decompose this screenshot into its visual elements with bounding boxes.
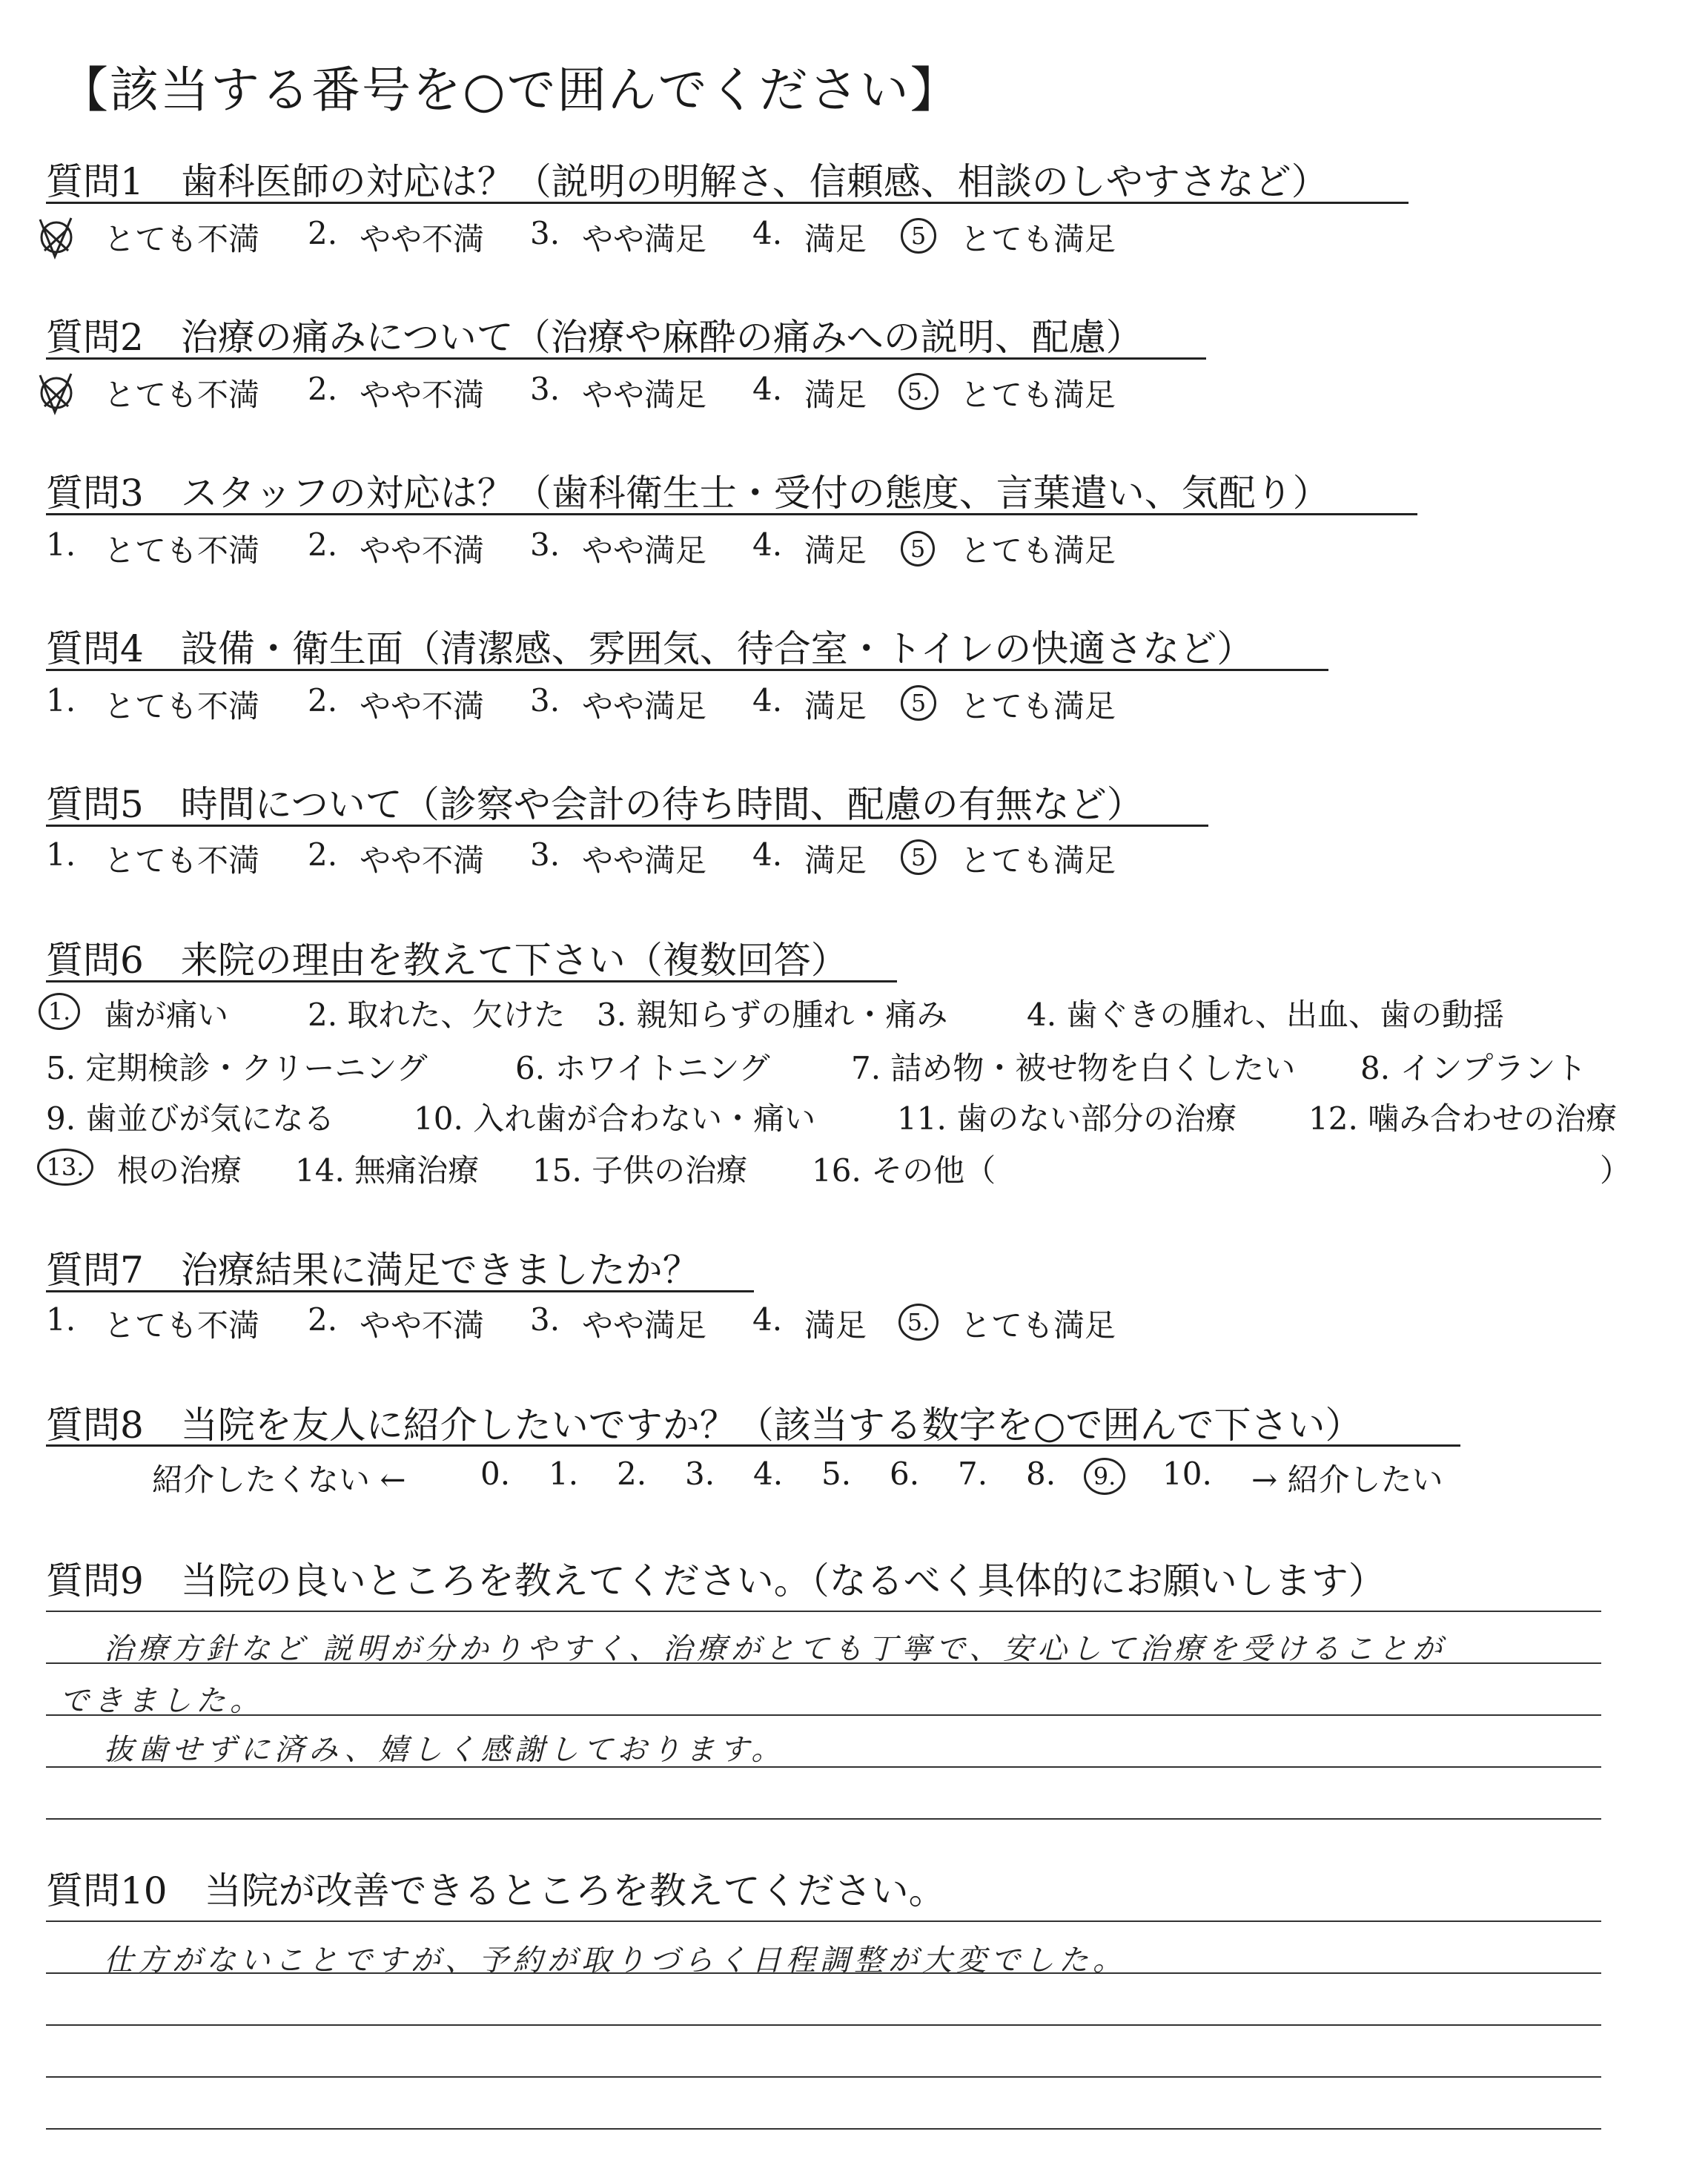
q10-answer-line bbox=[46, 1920, 1601, 1922]
q5-option-3-text: やや満足 bbox=[582, 842, 707, 879]
q6-option-15: 15. 子供の治療 bbox=[532, 1152, 748, 1189]
q7-option-4-num: 4. bbox=[752, 1301, 783, 1338]
question-2-underline bbox=[46, 357, 1206, 360]
q1-option-2-num: 2. bbox=[308, 215, 338, 251]
q6-option-12: 12. 噛み合わせの治療 bbox=[1308, 1100, 1618, 1137]
q5-option-5-circled[interactable]: 5 bbox=[901, 839, 936, 875]
q5-option-1-num: 1. bbox=[46, 836, 76, 873]
q8-scale-9-circled[interactable]: 9. bbox=[1084, 1458, 1125, 1495]
q6-option-1-text: 歯が痛い bbox=[104, 997, 229, 1033]
q4-option-1-text: とても不満 bbox=[104, 688, 260, 724]
q6-option-11: 11. 歯のない部分の治療 bbox=[897, 1100, 1237, 1137]
q7-option-5-circled[interactable]: 5. bbox=[898, 1304, 939, 1341]
q8-scale-6: 6. bbox=[890, 1456, 920, 1492]
q9-answer-line bbox=[46, 1714, 1601, 1716]
q3-option-1-text: とても不満 bbox=[104, 532, 260, 569]
q1-option-3-text: やや満足 bbox=[582, 221, 707, 257]
q10-answer-line bbox=[46, 1972, 1601, 1974]
question-6-underline bbox=[46, 980, 897, 982]
question-8-label: 質問8 当院を友人に紹介したいですか？（該当する数字を○で囲んで下さい） bbox=[46, 1404, 1363, 1447]
q2-option-5-text: とても満足 bbox=[960, 377, 1116, 413]
q4-option-2-num: 2. bbox=[308, 682, 338, 719]
q7-option-3-text: やや満足 bbox=[582, 1307, 707, 1344]
q10-handwritten-answer: 仕方がないことですが、予約が取りづらく日程調整が大変でした。 bbox=[104, 1943, 1127, 1978]
q2-option-4-text: 満足 bbox=[804, 377, 867, 413]
q3-option-5-circled[interactable]: 5 bbox=[901, 531, 935, 567]
q7-option-5-text: とても満足 bbox=[960, 1307, 1116, 1344]
q6-option-14: 14. 無痛治療 bbox=[295, 1152, 480, 1189]
q4-option-1-num: 1. bbox=[46, 682, 76, 719]
q4-option-3-text: やや満足 bbox=[582, 688, 707, 724]
q6-option-13-circled[interactable]: 13. bbox=[37, 1149, 93, 1186]
question-4-label: 質問4 設備・衛生面（清潔感、雰囲気、待合室・トイレの快適さなど） bbox=[46, 627, 1254, 670]
q8-scale-0: 0. bbox=[480, 1456, 511, 1492]
q7-option-1-num: 1. bbox=[46, 1301, 76, 1338]
q8-scale-5: 5. bbox=[821, 1456, 852, 1492]
q8-scale-left-label: 紹介したくない ← bbox=[152, 1462, 406, 1498]
q2-option-2-text: やや不満 bbox=[360, 377, 485, 413]
page-title: 【該当する番号を○で囲んでください】 bbox=[59, 62, 961, 119]
q5-option-2-text: やや不満 bbox=[360, 842, 485, 879]
question-1-underline bbox=[46, 202, 1409, 204]
q3-option-2-num: 2. bbox=[308, 526, 338, 563]
question-1-label: 質問1 歯科医師の対応は？（説明の明解さ、信頼感、相談のしやすさなど） bbox=[46, 160, 1328, 203]
q10-answer-line bbox=[46, 2128, 1601, 2130]
q9-answer-line bbox=[46, 1611, 1601, 1612]
q7-option-4-text: 満足 bbox=[804, 1307, 867, 1344]
q5-option-5-text: とても満足 bbox=[960, 842, 1116, 879]
q3-option-3-num: 3. bbox=[530, 526, 560, 563]
question-5-underline bbox=[46, 825, 1208, 827]
q4-option-4-text: 満足 bbox=[804, 688, 867, 724]
q5-option-3-num: 3. bbox=[530, 836, 560, 873]
q3-option-1-num: 1. bbox=[46, 526, 76, 563]
q3-option-2-text: やや不満 bbox=[360, 532, 485, 569]
q2-option-1-text: とても不満 bbox=[104, 377, 260, 413]
question-3-underline bbox=[46, 513, 1417, 515]
q1-option-2-text: やや不満 bbox=[360, 221, 485, 257]
q4-option-5-text: とても満足 bbox=[960, 688, 1116, 724]
question-5-label: 質問5 時間について（診察や会計の待ち時間、配慮の有無など） bbox=[46, 783, 1144, 826]
q8-scale-10: 10. bbox=[1162, 1456, 1212, 1492]
q6-option-5: 5. 定期検診・クリーニング bbox=[46, 1050, 428, 1086]
q1-option-3-num: 3. bbox=[530, 215, 560, 251]
q4-option-2-text: やや不満 bbox=[360, 688, 485, 724]
q8-scale-8: 8. bbox=[1026, 1456, 1056, 1492]
q6-option-1-circled[interactable]: 1. bbox=[39, 993, 80, 1030]
question-9-label: 質問9 当院の良いところを教えてください。（なるべく具体的にお願いします） bbox=[46, 1559, 1386, 1602]
q4-option-5-circled[interactable]: 5 bbox=[901, 685, 936, 721]
q3-option-5-text: とても満足 bbox=[960, 532, 1116, 569]
q6-option-10: 10. 入れ歯が合わない・痛い bbox=[414, 1100, 816, 1137]
q9-handwritten-answer-line-2: できました。 bbox=[59, 1684, 264, 1718]
q6-option-2: 2. 取れた、欠けた bbox=[308, 997, 566, 1033]
q9-answer-line bbox=[46, 1818, 1601, 1820]
q6-option-7: 7. 詰め物・被せ物を白くしたい bbox=[851, 1050, 1296, 1086]
q8-scale-right-label: → 紹介したい bbox=[1251, 1462, 1443, 1498]
q1-option-4-text: 満足 bbox=[804, 221, 867, 257]
q6-option-8: 8. インプラント bbox=[1360, 1050, 1587, 1086]
q6-option-9: 9. 歯並びが気になる bbox=[46, 1100, 335, 1137]
question-7-label: 質問7 治療結果に満足できましたか？ bbox=[46, 1249, 700, 1292]
question-4-underline bbox=[46, 669, 1328, 671]
q1-option-1-text: とても不満 bbox=[104, 221, 260, 257]
q6-option-4: 4. 歯ぐきの腫れ、出血、歯の動揺 bbox=[1027, 997, 1504, 1033]
q6-option-3: 3. 親知らずの腫れ・痛み bbox=[597, 997, 948, 1033]
question-3-label: 質問3 スタッフの対応は？（歯科衛生士・受付の態度、言葉遣い、気配り） bbox=[46, 472, 1330, 515]
q3-option-3-text: やや満足 bbox=[582, 532, 707, 569]
q5-option-4-text: 満足 bbox=[804, 842, 867, 879]
q2-option-3-text: やや満足 bbox=[582, 377, 707, 413]
q8-scale-2: 2. bbox=[617, 1456, 647, 1492]
q10-answer-line bbox=[46, 2076, 1601, 2078]
q7-option-1-text: とても不満 bbox=[104, 1307, 260, 1344]
q1-option-5-text: とても満足 bbox=[960, 221, 1116, 257]
q1-option-5-circled[interactable]: 5 bbox=[901, 218, 936, 254]
q4-option-4-num: 4. bbox=[752, 682, 783, 719]
question-7-underline bbox=[46, 1290, 754, 1292]
q8-scale-7: 7. bbox=[958, 1456, 988, 1492]
q3-option-4-text: 満足 bbox=[804, 532, 867, 569]
q6-option-16: 16. その他（ bbox=[812, 1152, 996, 1189]
question-2-label: 質問2 治療の痛みについて（治療や麻酔の痛みへの説明、配慮） bbox=[46, 316, 1143, 359]
q8-scale-3: 3. bbox=[685, 1456, 715, 1492]
question-10-label: 質問10 当院が改善できるところを教えてください。 bbox=[46, 1869, 946, 1912]
q3-option-4-num: 4. bbox=[752, 526, 783, 563]
q7-option-2-num: 2. bbox=[308, 1301, 338, 1338]
q6-option-16-close-paren: ） bbox=[1600, 1152, 1632, 1189]
q7-option-2-text: やや不満 bbox=[360, 1307, 485, 1344]
q6-option-13-text: 根の治療 bbox=[117, 1152, 242, 1189]
q5-option-4-num: 4. bbox=[752, 836, 783, 873]
q8-scale-1: 1. bbox=[549, 1456, 579, 1492]
q9-handwritten-answer-line-1: 治療方針など 説明が分かりやすく、治療がとても丁寧で、安心して治療を受けることが bbox=[104, 1632, 1447, 1666]
q2-option-5-circled[interactable]: 5. bbox=[898, 373, 939, 410]
q6-option-6: 6. ホワイトニング bbox=[515, 1050, 770, 1086]
q5-option-2-num: 2. bbox=[308, 836, 338, 873]
q2-option-3-num: 3. bbox=[530, 371, 560, 407]
q4-option-3-num: 3. bbox=[530, 682, 560, 719]
q8-scale-4: 4. bbox=[753, 1456, 784, 1492]
q1-option-4-num: 4. bbox=[752, 215, 783, 251]
q5-option-1-text: とても不満 bbox=[104, 842, 260, 879]
q9-handwritten-answer-line-3: 抜歯せずに済み、嬉しく感謝しております。 bbox=[104, 1733, 786, 1767]
crossed-out-mark-icon bbox=[34, 214, 80, 260]
crossed-out-mark-icon bbox=[34, 369, 80, 415]
q7-option-3-num: 3. bbox=[530, 1301, 560, 1338]
q9-answer-line bbox=[46, 1662, 1601, 1664]
question-8-underline bbox=[46, 1444, 1460, 1447]
q10-answer-line bbox=[46, 2024, 1601, 2026]
question-6-label: 質問6 来院の理由を教えて下さい（複数回答） bbox=[46, 939, 848, 982]
q2-option-4-num: 4. bbox=[752, 371, 783, 407]
q2-option-2-num: 2. bbox=[308, 371, 338, 407]
q9-answer-line bbox=[46, 1766, 1601, 1768]
